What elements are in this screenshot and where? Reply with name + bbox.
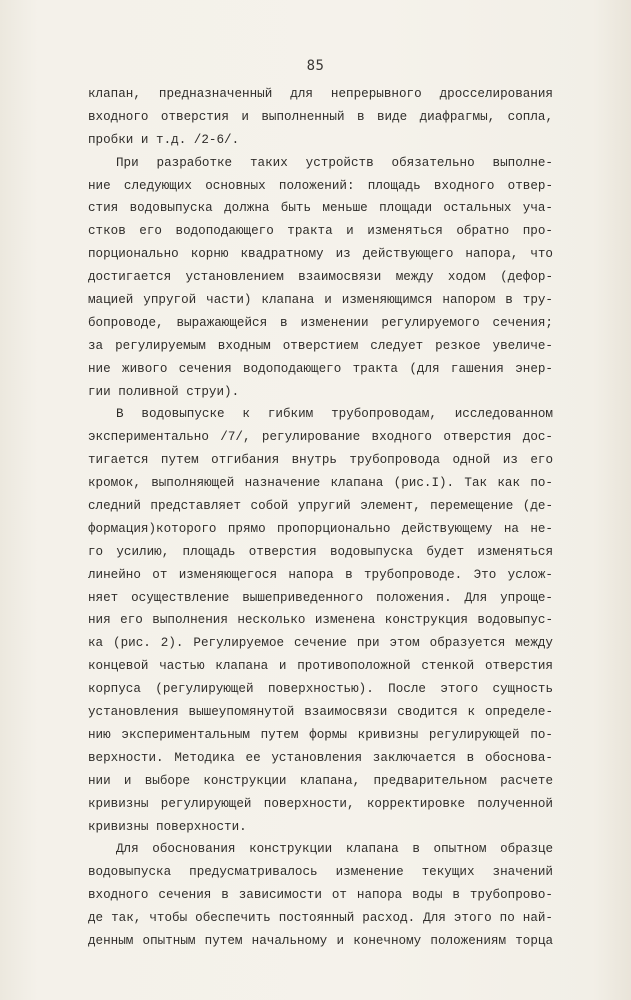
- text-line: ние следующих основных положений: площадь входного отвер-: [88, 178, 553, 193]
- text-line: няет осуществление вышеприведенного положения. Для упроще-: [88, 590, 553, 605]
- text-line: кривизны поверхности.: [88, 819, 247, 834]
- text-line: В водовыпуске к гибким трубопроводам, исследованном: [116, 407, 553, 422]
- text-line: следний представляет собой упругий элемент, перемещение (де-: [88, 499, 553, 514]
- text-line: бопроводе, выражающейся в изменении регулируемого сечения;: [88, 315, 553, 330]
- text-line: нию экспериментальным путем формы кривизны регулирующей по-: [88, 727, 553, 742]
- text-line: стия водовыпуска должна быть меньше площади остальных уча-: [88, 201, 553, 216]
- text-line: кромок, выполняющей назначение клапана (рис.I). Так как по-: [88, 476, 553, 491]
- text-line: мацией упругой части) клапана и изменяющимся напором в тру-: [88, 293, 553, 308]
- text-line: гии поливной струи).: [88, 384, 240, 399]
- page-number: 85: [306, 58, 325, 74]
- text-line: нии и выборе конструкции клапана, предварительном расчете: [88, 773, 553, 788]
- text-line: установления вышеупомянутой взаимосвязи сводится к определе-: [88, 705, 553, 720]
- text-line: стков его водоподающего тракта и изменяться обратно про-: [88, 224, 553, 239]
- text-line: водовыпуска предусматривалось изменение текущих значений: [88, 865, 553, 880]
- text-line: экспериментально /7/, регулирование входного отверстия дос-: [88, 430, 553, 445]
- text-line: линейно от изменяющегося напора в трубопроводе. Это услож-: [88, 567, 553, 582]
- body-text: [88, 83, 553, 953]
- text-line: верхности. Методика ее установления заключается в обоснова-: [88, 750, 553, 765]
- text-line: клапан, предназначенный для непрерывного дросселирования: [88, 87, 553, 101]
- text-line: тигается путем отгибания внутрь трубопровода одной из его: [88, 453, 553, 468]
- text-line: достигается установлением взаимосвязи между ходом (дефор-: [88, 270, 553, 285]
- text-line: Для обоснования конструкции клапана в опытном образце: [116, 842, 553, 857]
- text-line: пробки и т.д. /2-6/.: [88, 132, 240, 147]
- text-line: При разработке таких устройств обязательно выполне-: [116, 155, 553, 170]
- text-line: ка (рис. 2). Регулируемое сечение при этом образуется между: [88, 636, 553, 651]
- text-line: входного отверстия и выполненный в виде диафрагмы, сопла,: [88, 109, 553, 124]
- text-line: корпуса (регулирующей поверхностью). После этого сущность: [88, 682, 553, 697]
- text-line: входного сечения в зависимости от напора воды в трубопрово-: [88, 888, 553, 903]
- text-line: за регулируемым входным отверстием следует резкое увеличе-: [88, 338, 553, 353]
- text-line: де так, чтобы обеспечить постоянный расход. Для этого по най-: [88, 911, 553, 926]
- text-line: кривизны регулирующей поверхности, корректировке полученной: [88, 796, 553, 811]
- text-line: денным опытным путем начальному и конечному положениям торца: [88, 933, 553, 948]
- text-line: ние живого сечения водоподающего тракта (для гашения энер-: [88, 361, 553, 376]
- text-line: ния его выполнения несколько изменена конструкция водовыпус-: [88, 613, 553, 628]
- text-line: порционально корню квадратному из действующего напора, что: [88, 247, 553, 262]
- text-line: го усилию, площадь отверстия водовыпуска будет изменяться: [88, 544, 553, 559]
- text-line: формация)которого прямо пропорционально действующему на не-: [88, 521, 553, 536]
- text-line: концевой частью клапана и противоположной стенкой отверстия: [88, 659, 553, 674]
